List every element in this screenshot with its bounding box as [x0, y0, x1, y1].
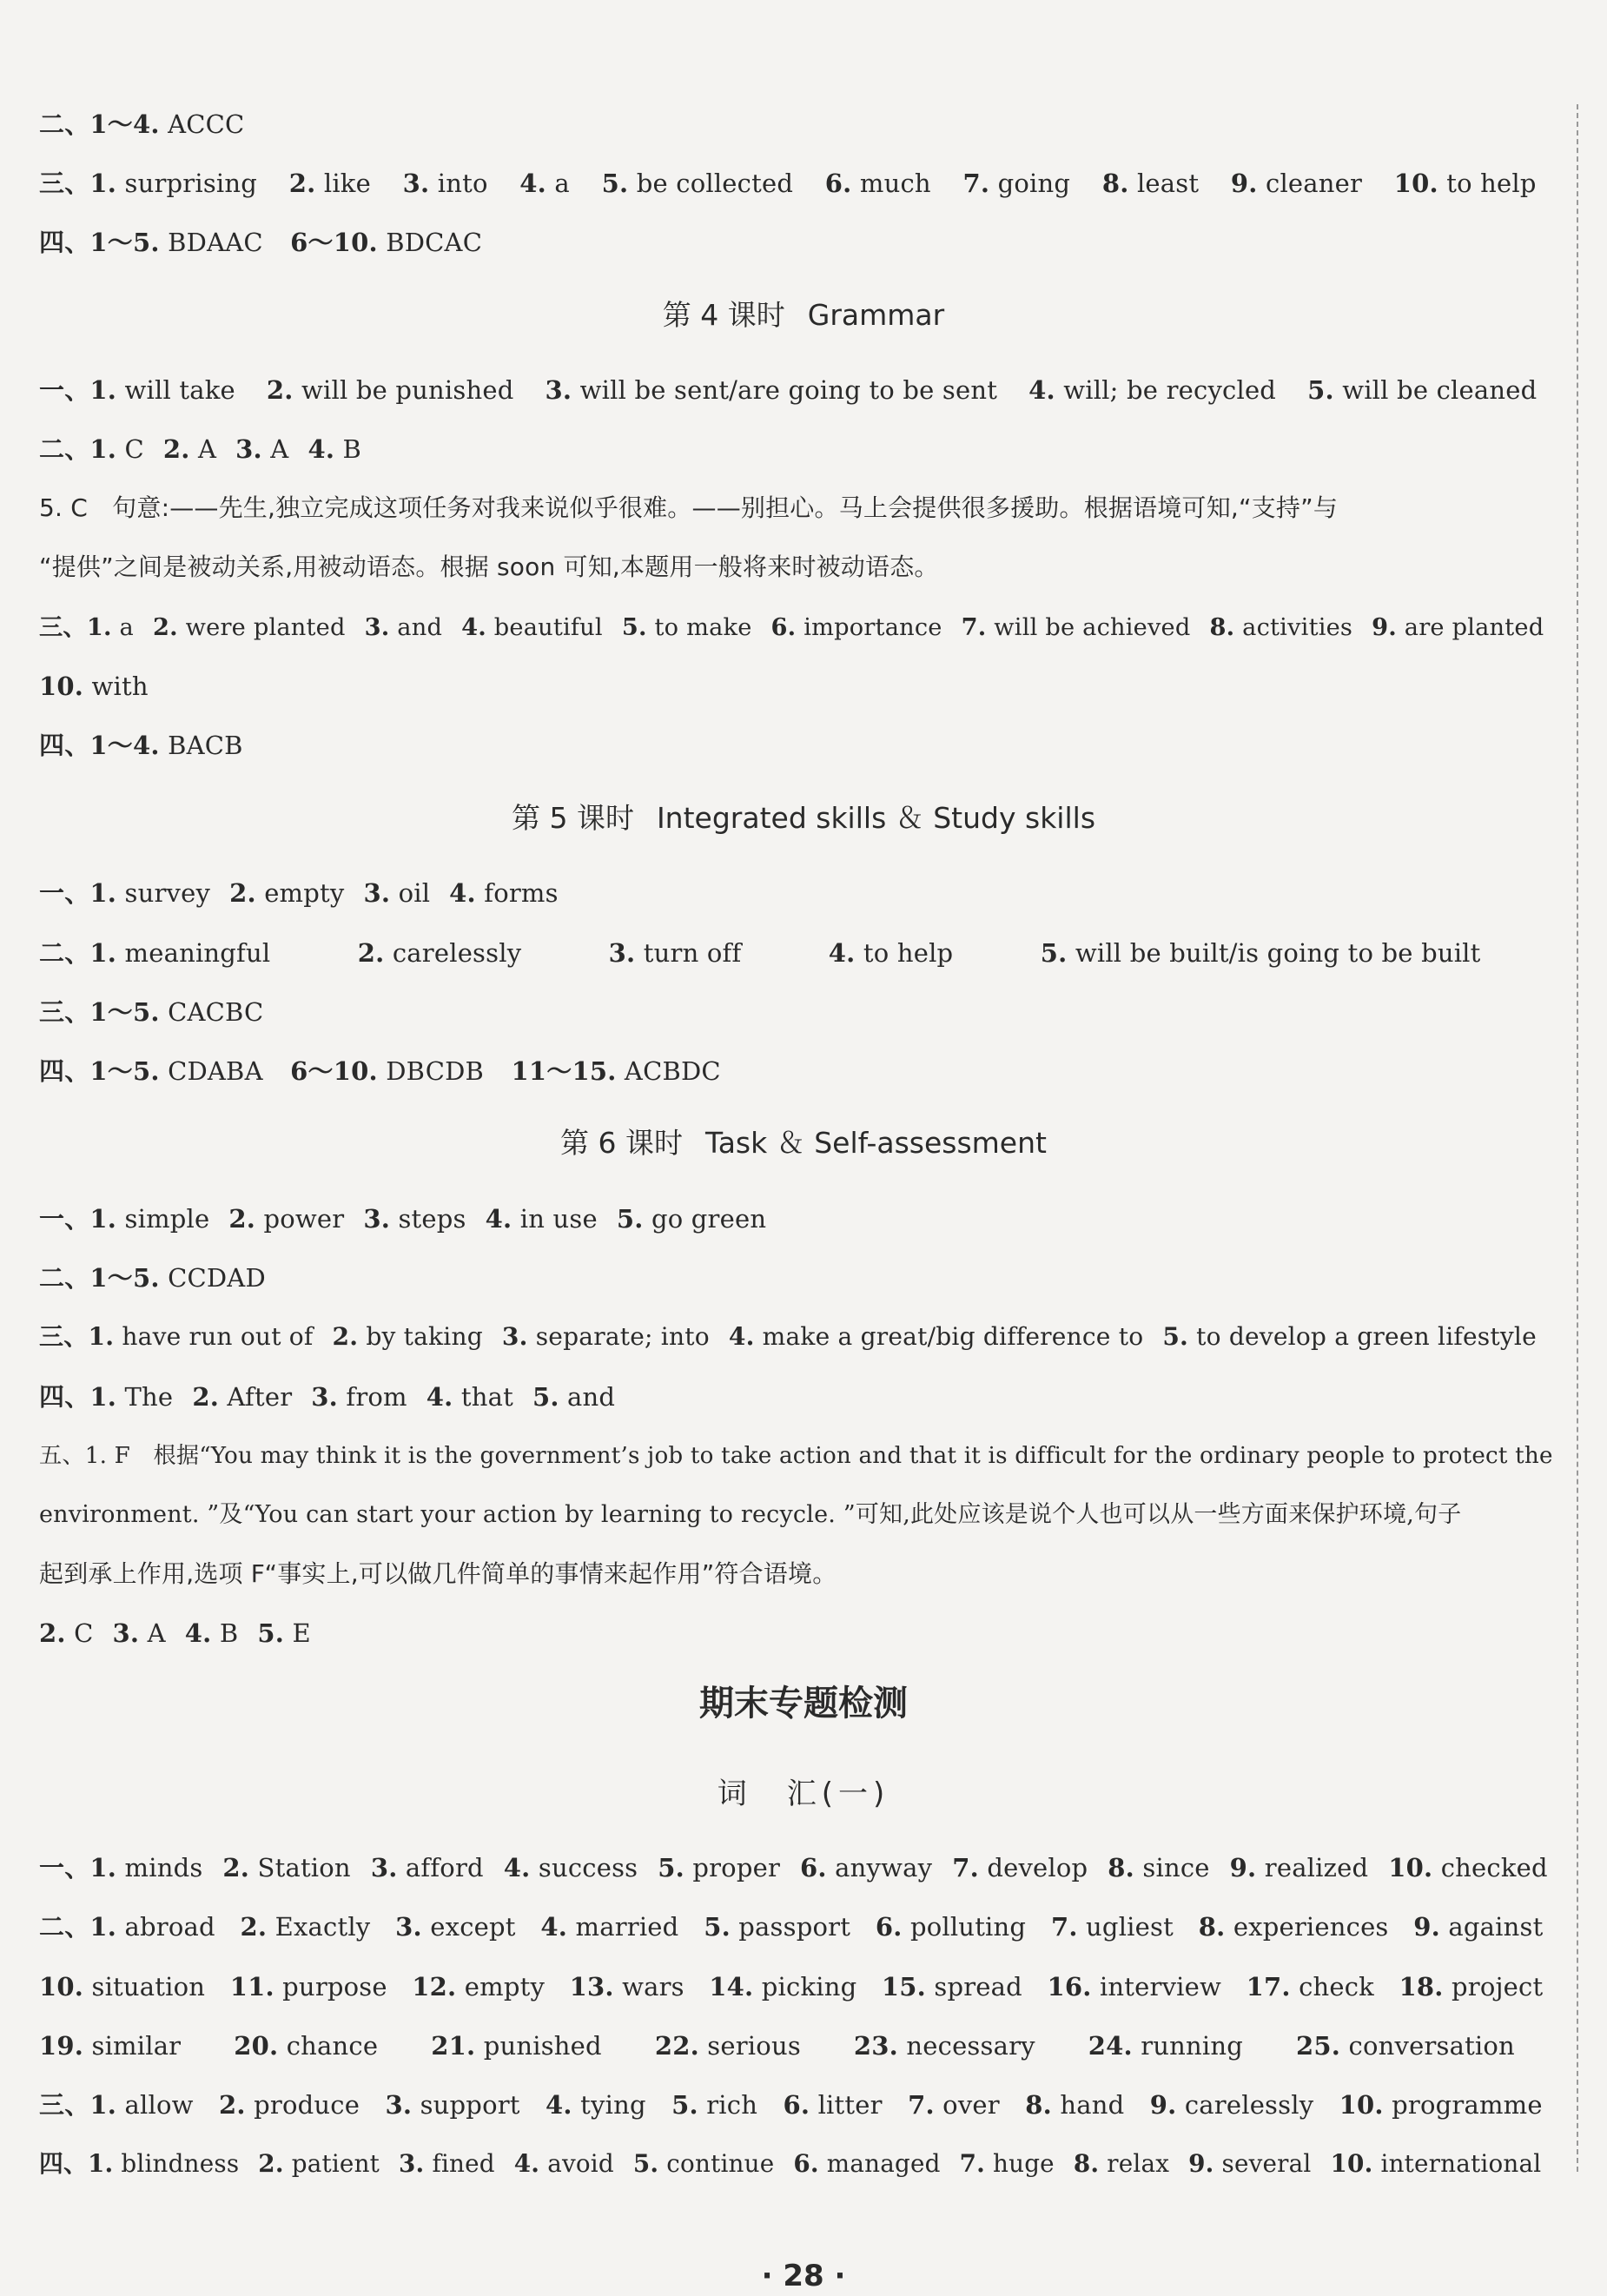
answer-text: continue: [666, 2149, 775, 2178]
item-number: 2.: [332, 1322, 359, 1351]
item-number: 2.: [228, 1204, 256, 1234]
item-number: 2.: [288, 169, 316, 198]
section-label: 三、: [39, 2090, 90, 2120]
answer-text: will be cleaned: [1342, 375, 1538, 405]
item-number: 3.: [399, 2149, 425, 2178]
item-number: 5.: [671, 2090, 698, 2120]
item-number: 5.: [704, 1912, 731, 1942]
answer-line: [39, 1851, 1568, 1884]
item-number: 22.: [654, 2031, 699, 2061]
item-number: 5.: [1307, 375, 1334, 405]
item-number: 2.: [219, 2090, 246, 2120]
item-number: 3.: [370, 1853, 398, 1882]
answer-text: turn off: [643, 938, 742, 968]
section-label: 二、: [39, 938, 90, 968]
answer-text: against: [1448, 1912, 1544, 1942]
item-number: 2.: [39, 1618, 66, 1648]
item-number: 9.: [1413, 1912, 1440, 1942]
section-label: 四、: [39, 2149, 88, 2178]
answer-text: to make: [654, 614, 752, 641]
answer-text: will be sent/are going to be sent: [579, 375, 998, 405]
answer-line: [39, 996, 263, 1029]
answer-text: blindness: [121, 2149, 240, 2178]
item-number: 8.: [1073, 2149, 1100, 2178]
item-number: 1.: [89, 169, 117, 198]
answer-text: punished: [483, 2031, 602, 2061]
answer-text: oil: [398, 878, 431, 908]
answer-text: programme: [1392, 2090, 1543, 2120]
item-number: 4.: [513, 2149, 540, 2178]
answer-text: fined: [432, 2149, 495, 2178]
item-number: 5.: [1162, 1322, 1189, 1351]
answer-text: tying: [580, 2090, 646, 2120]
item-number: 4.: [546, 2090, 572, 2120]
item-number: 10.: [1339, 2090, 1384, 2120]
item-number: 1.: [89, 878, 117, 908]
answer-text: polluting: [909, 1912, 1027, 1942]
item-number: 7.: [908, 2090, 935, 2120]
item-number: 6.: [824, 169, 852, 198]
section-label: 一、: [39, 878, 90, 908]
item-number: 9.: [1188, 2149, 1214, 2178]
answer-line: [39, 1202, 785, 1235]
item-number: 3.: [402, 169, 430, 198]
answer-text: experiences: [1233, 1912, 1389, 1942]
answer-text: empty: [464, 1972, 546, 2002]
item-number: 2.: [229, 878, 256, 908]
explanation-line: 起到承上作用,选项 F“事实上,可以做几件简单的事情来起作用”符合语境。: [39, 1559, 837, 1588]
item-number: 9.: [1372, 613, 1397, 641]
item-number: 16.: [1047, 1972, 1092, 2002]
answer-line: [39, 108, 244, 141]
section-label: 二、: [39, 434, 90, 464]
item-number: 10.: [1388, 1853, 1433, 1882]
item-number: 4.: [540, 1912, 568, 1942]
answer-text: patient: [291, 2149, 380, 2178]
answer-line: [39, 1320, 1556, 1353]
answer-line: [39, 1617, 330, 1650]
answer-text: like: [323, 169, 371, 198]
explanation-line: 5. C 句意:——先生,独立完成这项任务对我来说似乎很难。——别担心。马上会提供很多援助。根据语境可知,“支持”与: [39, 493, 1339, 522]
answer-line: [39, 1910, 1568, 1943]
item-number: 1.: [89, 434, 117, 464]
section-label: 一、: [39, 1204, 90, 1234]
item-number: 14.: [709, 1972, 754, 2002]
item-number: 10.: [1330, 2149, 1373, 2178]
lesson-number: 第 4 课时: [662, 298, 785, 332]
answer-text: relax: [1107, 2149, 1170, 2178]
item-number: 20.: [234, 2031, 279, 2061]
item-number: 3.: [363, 878, 391, 908]
answer-text: going: [997, 169, 1071, 198]
answer-text: a: [119, 614, 134, 641]
answer-line: [39, 433, 380, 466]
section-label: 四、1～5.: [39, 1056, 160, 1086]
section-label: 四、: [39, 1382, 90, 1412]
answer-line: [39, 226, 482, 259]
section-label: 三、: [39, 613, 87, 641]
answer-text: C: [74, 1618, 94, 1648]
explanation-line: 五、1. F 根据“You may think it is the government’s job to take action and that it is difficult for the ordinary people to protect the: [39, 1443, 1553, 1469]
item-number: 4.: [728, 1322, 755, 1351]
answer-text: picking: [761, 1972, 857, 2002]
answer-text: carelessly: [392, 938, 522, 968]
section-label: 一、: [39, 375, 90, 405]
answer-text: allow: [124, 2090, 194, 2120]
answer-text: purpose: [282, 1972, 387, 2002]
answer-text: B: [219, 1618, 239, 1648]
answer-text: ACBDC: [624, 1056, 721, 1086]
lesson-topic: Task ＆ Self-assessment: [705, 1126, 1047, 1160]
answer-text: hand: [1060, 2090, 1125, 2120]
answer-text: huge: [993, 2149, 1055, 2178]
item-number: 8.: [1025, 2090, 1052, 2120]
answer-text: support: [420, 2090, 520, 2120]
answer-text: develop: [987, 1853, 1088, 1882]
item-number: 4.: [828, 938, 856, 968]
section-label: 三、: [39, 169, 90, 198]
answer-line: [39, 729, 243, 762]
answer-text: CCDAD: [168, 1263, 266, 1293]
answer-text: running: [1141, 2031, 1244, 2061]
answer-line: [39, 2029, 1568, 2062]
item-number: 5.: [532, 1382, 559, 1412]
section-label: 四、1～5.: [39, 228, 160, 257]
answer-text: by taking: [366, 1322, 483, 1351]
answer-text: survey: [124, 878, 211, 908]
answer-text: produce: [254, 2090, 360, 2120]
answer-text: over: [942, 2090, 1000, 2120]
answer-text: After: [227, 1382, 293, 1412]
item-number: 5.: [621, 613, 647, 641]
item-number: 2.: [222, 1853, 250, 1882]
answer-text: simple: [124, 1204, 210, 1234]
item-number: 1.: [89, 938, 117, 968]
answer-text: A: [270, 434, 289, 464]
item-number: 3.: [545, 375, 572, 405]
section-title: 期末专题检测: [699, 1684, 908, 1724]
answer-text: be collected: [636, 169, 794, 198]
item-range: 6～10.: [290, 228, 378, 257]
item-number: 1.: [89, 1853, 117, 1882]
answer-text: DBCDB: [386, 1056, 485, 1086]
answer-text: will be achieved: [994, 614, 1191, 641]
answer-text: A: [147, 1618, 166, 1648]
section-label: 四、1～4.: [39, 731, 160, 760]
answer-text: empty: [264, 878, 345, 908]
item-number: 3.: [608, 938, 636, 968]
lesson-heading: [0, 799, 1607, 837]
item-number: 8.: [1108, 1853, 1134, 1882]
answer-text: Exactly: [274, 1912, 371, 1942]
answer-text: meaningful: [124, 938, 271, 968]
item-number: 1.: [89, 1204, 117, 1234]
answer-text: to help: [863, 938, 954, 968]
answer-text: wars: [622, 1972, 684, 2002]
item-number: 4.: [461, 613, 486, 641]
item-number: 3.: [112, 1618, 140, 1648]
item-number: 5.: [658, 1853, 684, 1882]
item-number: 1.: [86, 613, 112, 641]
answer-text: success: [538, 1853, 638, 1882]
item-number: 3.: [311, 1382, 338, 1412]
answer-text: go green: [651, 1204, 767, 1234]
item-number: 7.: [1050, 1912, 1078, 1942]
answer-text: Station: [257, 1853, 351, 1882]
answer-text: married: [575, 1912, 679, 1942]
answer-text: chance: [286, 2031, 379, 2061]
answer-text: have run out of: [122, 1322, 314, 1351]
item-number: 25.: [1296, 2031, 1341, 2061]
answer-text: A: [198, 434, 217, 464]
answer-text: power: [263, 1204, 345, 1234]
section-label: 一、: [39, 1853, 90, 1882]
answer-text: avoid: [547, 2149, 614, 2178]
answer-text: cleaner: [1266, 169, 1363, 198]
lesson-number: 第 5 课时: [511, 801, 634, 835]
section-label: 二、1～5.: [39, 1263, 160, 1293]
answer-text: to help: [1446, 169, 1537, 198]
answer-text: proper: [692, 1853, 781, 1882]
item-number: 6.: [875, 1912, 903, 1942]
answer-text: minds: [124, 1853, 203, 1882]
item-number: 17.: [1246, 1972, 1291, 2002]
lesson-number: 第 6 课时: [560, 1126, 684, 1160]
answer-line: [39, 936, 1568, 969]
answer-text: ugliest: [1086, 1912, 1174, 1942]
answer-text: that: [460, 1382, 513, 1412]
item-number: 4.: [503, 1853, 531, 1882]
item-number: 5.: [616, 1204, 644, 1234]
answer-text: since: [1142, 1853, 1210, 1882]
item-number: 1.: [89, 2090, 117, 2120]
answer-text: will; be recycled: [1063, 375, 1277, 405]
answer-text: B: [342, 434, 362, 464]
item-number: 9.: [1149, 2090, 1177, 2120]
item-number: 1.: [88, 1322, 115, 1351]
lesson-topic: Integrated skills ＆ Study skills: [656, 801, 1096, 835]
item-number: 4.: [426, 1382, 453, 1412]
answer-text: spread: [934, 1972, 1022, 2002]
answer-text: a: [554, 169, 570, 198]
answer-text: will take: [124, 375, 235, 405]
answer-text: CACBC: [168, 997, 264, 1027]
item-number: 7.: [952, 1853, 979, 1882]
answer-text: and: [397, 614, 443, 641]
answer-text: situation: [91, 1972, 206, 2002]
lesson-heading: [0, 296, 1607, 334]
answer-text: will be punished: [301, 375, 514, 405]
answer-text: with: [91, 672, 149, 701]
item-number: 10.: [39, 1972, 84, 2002]
item-number: 1.: [87, 2149, 114, 2178]
answer-text: checked: [1440, 1853, 1548, 1882]
item-number: 23.: [853, 2031, 898, 2061]
section-label: 三、: [39, 1322, 89, 1351]
item-number: 2.: [357, 938, 385, 968]
answer-text: importance: [804, 614, 942, 641]
answer-text: conversation: [1348, 2031, 1515, 2061]
item-number: 5.: [632, 2149, 659, 2178]
answer-text: C: [124, 434, 144, 464]
answer-text: BDCAC: [386, 228, 483, 257]
answer-text: surprising: [124, 169, 258, 198]
item-number: 2.: [192, 1382, 219, 1412]
item-number: 12.: [412, 1972, 457, 2002]
item-number: 8.: [1198, 1912, 1226, 1942]
answer-text: passport: [738, 1912, 851, 1942]
page-number: · 28 ·: [761, 2259, 846, 2293]
item-number: 2.: [152, 613, 178, 641]
answer-text: least: [1136, 169, 1200, 198]
answer-text: except: [430, 1912, 516, 1942]
item-number: 3.: [235, 434, 262, 464]
answer-text: much: [859, 169, 931, 198]
item-number: 13.: [569, 1972, 614, 2002]
subsection-title: 词 汇(一): [717, 1777, 890, 1811]
explanation-line: environment. ”及“You can start your action by learning to recycle. ”可知,此处应该是说个人也可以从一些方面来保护环境,句子: [39, 1501, 1462, 1528]
item-number: 21.: [431, 2031, 476, 2061]
section-label: 二、1～4.: [39, 109, 160, 139]
item-number: 4.: [485, 1204, 513, 1234]
answer-text: realized: [1264, 1853, 1369, 1882]
answer-text: will be built/is going to be built: [1075, 938, 1481, 968]
section-label: 三、1～5.: [39, 997, 160, 1027]
answer-text: from: [346, 1382, 407, 1412]
answer-text: litter: [817, 2090, 883, 2120]
item-number: 4.: [1028, 375, 1055, 405]
item-number: 4.: [184, 1618, 212, 1648]
item-range: 11～15.: [511, 1056, 617, 1086]
answer-text: anyway: [835, 1853, 933, 1882]
answer-text: into: [437, 169, 488, 198]
item-number: 1.: [89, 375, 117, 405]
item-number: 1.: [89, 1382, 117, 1412]
answer-text: are planted: [1404, 614, 1544, 641]
answer-text: necessary: [906, 2031, 1035, 2061]
item-number: 6.: [800, 1853, 827, 1882]
item-number: 6.: [783, 2090, 810, 2120]
item-number: 6.: [770, 613, 797, 641]
answer-text: serious: [707, 2031, 801, 2061]
answer-line: [39, 877, 578, 910]
answer-text: and: [567, 1382, 616, 1412]
answer-text: in use: [519, 1204, 598, 1234]
item-number: 10.: [1393, 169, 1438, 198]
lesson-topic: Grammar: [807, 298, 945, 332]
item-number: 7.: [961, 613, 987, 641]
section-label: 二、: [39, 1912, 90, 1942]
item-number: 10.: [39, 672, 84, 701]
answer-text: similar: [91, 2031, 182, 2061]
answer-text: activities: [1242, 614, 1353, 641]
answer-text: project: [1452, 1972, 1544, 2002]
item-number: 9.: [1230, 169, 1258, 198]
answer-text: forms: [484, 878, 559, 908]
item-number: 3.: [395, 1912, 422, 1942]
answer-line: [39, 2147, 1560, 2180]
answer-line: [39, 2088, 1568, 2121]
answer-text: international: [1380, 2149, 1542, 2178]
item-number: 1.: [89, 1912, 117, 1942]
item-number: 4.: [519, 169, 546, 198]
answer-text: The: [124, 1382, 174, 1412]
item-number: 9.: [1229, 1853, 1257, 1882]
answer-line: [39, 611, 1563, 645]
answer-text: BACB: [168, 731, 243, 760]
item-number: 4.: [449, 878, 476, 908]
item-number: 3.: [501, 1322, 528, 1351]
item-number: 3.: [385, 2090, 413, 2120]
item-number: 3.: [364, 613, 390, 641]
answer-text: abroad: [124, 1912, 215, 1942]
item-number: 5.: [257, 1618, 285, 1648]
item-number: 24.: [1088, 2031, 1133, 2061]
answer-line: [39, 670, 149, 703]
answer-text: beautiful: [493, 614, 603, 641]
answer-text: BDAAC: [168, 228, 263, 257]
answer-line: [39, 1970, 1568, 2003]
answer-text: E: [292, 1618, 311, 1648]
answer-text: rich: [706, 2090, 758, 2120]
item-number: 2.: [240, 1912, 268, 1942]
item-number: 18.: [1399, 1972, 1444, 2002]
answer-text: steps: [398, 1204, 466, 1234]
answer-line: [39, 1055, 721, 1088]
item-number: 5.: [601, 169, 629, 198]
item-number: 8.: [1101, 169, 1129, 198]
answer-text: to develop a green lifestyle: [1196, 1322, 1537, 1351]
answer-text: carelessly: [1184, 2090, 1314, 2120]
item-number: 8.: [1209, 613, 1235, 641]
answer-text: separate; into: [535, 1322, 710, 1351]
answer-text: several: [1221, 2149, 1312, 2178]
answer-text: check: [1299, 1972, 1374, 2002]
item-number: 5.: [1040, 938, 1068, 968]
item-number: 4.: [308, 434, 335, 464]
answer-text: ACCC: [168, 109, 245, 139]
lesson-heading: [0, 1124, 1607, 1162]
explanation-line: “提供”之间是被动关系,用被动语态。根据 soon 可知,本题用一般将来时被动语态。: [39, 552, 939, 581]
item-number: 2.: [266, 375, 294, 405]
answer-line: [39, 1380, 634, 1413]
item-range: 6～10.: [290, 1056, 378, 1086]
item-number: 15.: [881, 1972, 926, 2002]
answer-text: were planted: [185, 614, 346, 641]
answer-text: interview: [1099, 1972, 1222, 2002]
item-number: 6.: [793, 2149, 819, 2178]
answer-text: make a great/big difference to: [762, 1322, 1144, 1351]
item-number: 19.: [39, 2031, 84, 2061]
answer-line: [39, 374, 1568, 407]
answer-line: [39, 1261, 266, 1294]
item-number: 3.: [363, 1204, 391, 1234]
answer-line: [39, 167, 1568, 200]
answer-text: managed: [826, 2149, 941, 2178]
item-number: 2.: [258, 2149, 284, 2178]
item-number: 11.: [229, 1972, 274, 2002]
answer-text: CDABA: [168, 1056, 263, 1086]
answer-text: afford: [405, 1853, 484, 1882]
item-number: 7.: [962, 169, 990, 198]
item-number: 7.: [959, 2149, 985, 2178]
item-number: 2.: [162, 434, 190, 464]
